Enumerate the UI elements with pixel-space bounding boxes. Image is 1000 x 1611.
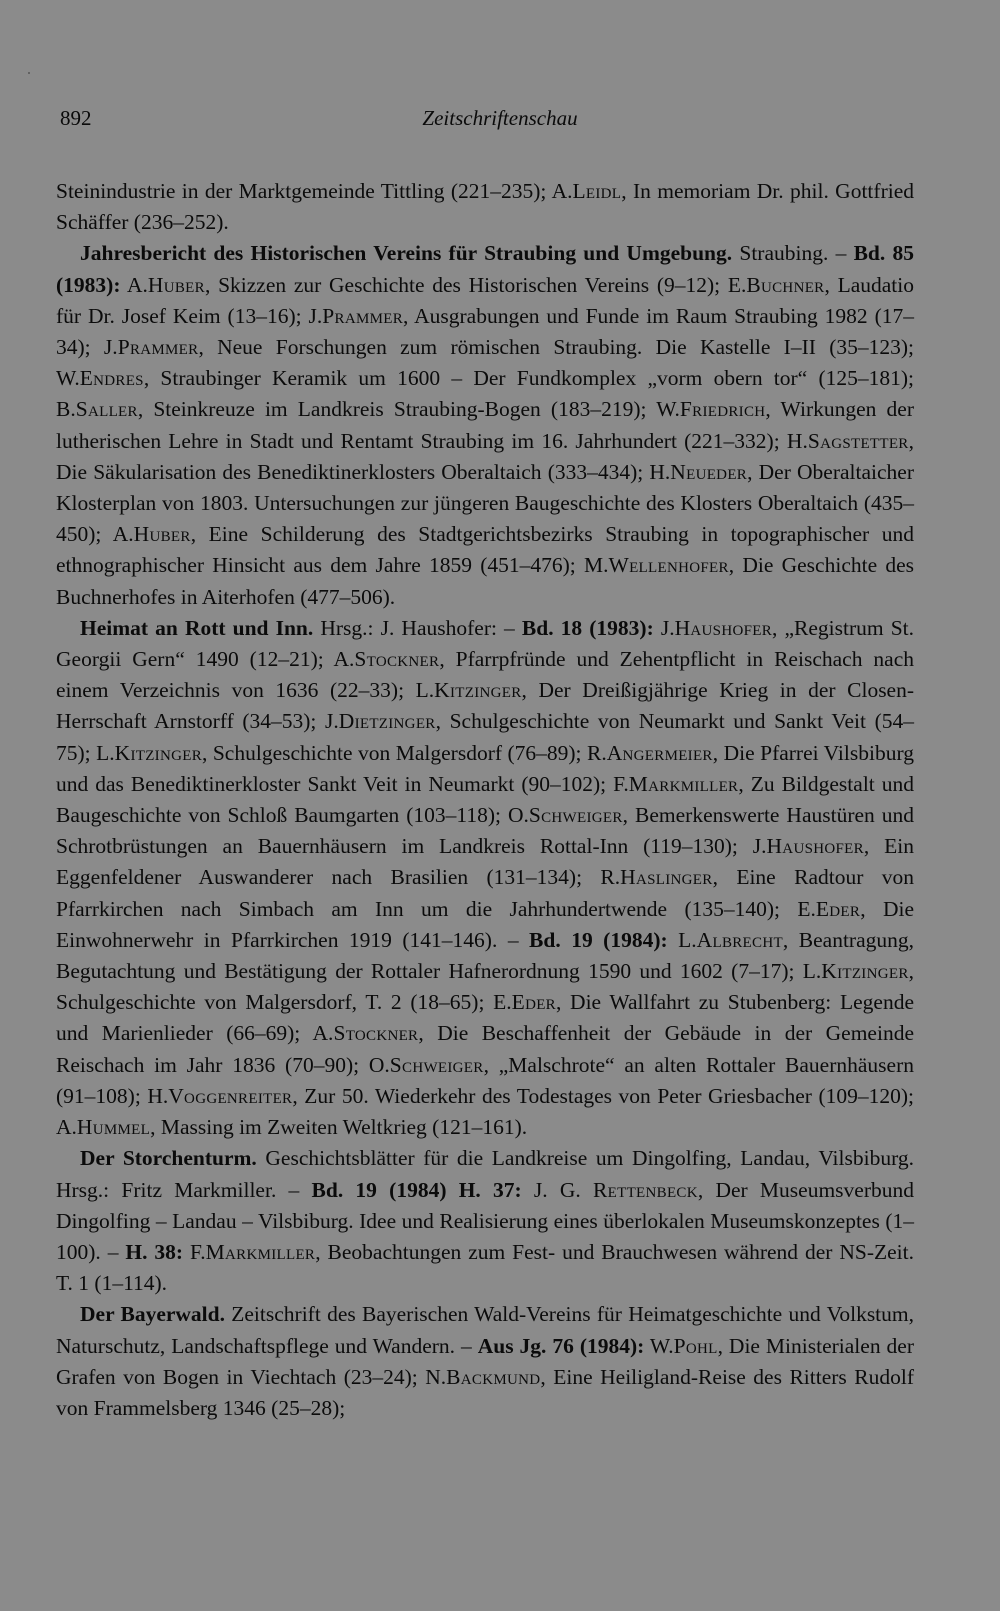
- author-name: Schweiger: [528, 803, 623, 828]
- entry-jahresbericht-straubing: Jahresbericht des Historischen Vereins für Straubing und Umgebung. Straubing. – Bd. 85 (1983): A.Huber, Skizzen zur Geschichte des Historischen Vereins (9–12); E.Buchner, Laudatio für Dr. Josef Keim (13–16); J.Prammer, Ausgrabungen und Funde im Raum Straubing 1982 (17–34); J.Prammer, Neue Forschungen zum römischen Straubing. Die Kastelle I–II (35–123); W.Endres, Straubinger Keramik um 1600 – Der Fundkomplex „vorm obern tor“ (125–181); B.Saller, Steinkreuze im Landkreis Straubing-Bogen (183–219); W.Friedrich, Wirkungen der lutherischen Lehre in Stadt und Rentamt Straubing im 16. Jahrhundert (221–332); H.Sagstetter, Die Säkularisation des Benediktinerklosters Oberaltaich (333–434); H.Neueder, Der Oberaltaicher Klosterplan von 1803. Untersuchungen zur jüngeren Baugeschichte des Klosters Oberaltaich (435–450); A.Huber, Eine Schilderung des Stadtgerichtsbezirks Straubing in topographischer und ethnographischer Hinsicht aus dem Jahre 1859 (451–476); M.Wellenhofer, Die Geschichte des Buchnerhofes in Aiterhofen (477–506).: [56, 241, 915, 609]
- body-text: [56, 176, 914, 1424]
- author-name: Backmund: [446, 1364, 541, 1389]
- author-name: Wellenhofer: [608, 553, 729, 578]
- author-name: Leidl: [572, 179, 622, 203]
- volume-label: Bd. 85 (1983):: [56, 241, 914, 297]
- author-name: Huber: [133, 522, 191, 547]
- author-name: Kitzinger: [821, 959, 909, 984]
- journal-title: Heimat an Rott und Inn.: [80, 615, 314, 640]
- page-number: 892: [60, 106, 92, 130]
- author-name: Albrecht: [696, 927, 783, 952]
- author-name: Stockner: [333, 1021, 419, 1046]
- author-name: Rettenbeck: [593, 1177, 698, 1202]
- author-name: Eder: [815, 896, 861, 921]
- author-name: Huber: [147, 272, 205, 297]
- journal-title: Der Storchenturm.: [80, 1146, 257, 1171]
- author-name: Haushofer: [766, 834, 864, 859]
- author-name: Markmiller: [628, 771, 739, 796]
- entry-heimat-an-rott-und-inn: Heimat an Rott und Inn. Hrsg.: J. Haushofer: – Bd. 18 (1983): J.Haushofer, „Registrum St. Georgii Gern“ 1490 (12–21); A.Stockner, Pfarrpfründe und Zehentpflicht in Reischach nach einem Verzeichnis von 1636 (22–33); L.Kitzinger, Der Dreißigjährige Krieg in der Closen-Herrschaft Arnstorff (34–53); J.Dietzinger, Schulgeschichte von Neumarkt und Sankt Veit (54–75); L.Kitzinger, Schulgeschichte von Malgersdorf (76–89); R.Angermeier, Die Pfarrei Vilsbiburg und das Benediktinerkloster Sankt Veit in Neumarkt (90–102); F.Markmiller, Zu Bildgestalt und Baugeschichte von Schloß Baumgarten (103–118); O.Schweiger, Bemerkenswerte Haustüren und Schrotbrüstungen an Bauernhäusern im Landkreis Rottal-Inn (119–130); J.Haushofer, Ein Eggenfeldener Auswanderer nach Brasilien (131–134); R.Haslinger, Eine Radtour von Pfarrkirchen nach Simbach am Inn um die Jahrhundertwende (135–140); E.Eder, Die Einwohnerwehr in Pfarrkirchen 1919 (141–146). – Bd. 19 (1984): L.Albrecht, Beantragung, Begutachtung und Bestätigung der Rottaler Hafnerordnung 1590 und 1602 (7–17); L.Kitzinger, Schulgeschichte von Malgersdorf, T. 2 (18–65); E.Eder, Die Wallfahrt zu Stubenberg: Legende und Marienlieder (66–69); A.Stockner, Die Beschaffenheit der Gebäude in der Gemeinde Reischach im Jahr 1836 (70–90); O.Schweiger, „Malschrote“ an alten Rottaler Bauernhäusern (91–108); H.Voggenreiter, Zur 50. Wiederkehr des Todestages von Peter Griesbacher (109–120); A.Hummel, Massing im Zweiten Weltkrieg (121–161).: [56, 615, 915, 1140]
- volume-label: Bd. 19 (1984):: [529, 927, 668, 952]
- author-name: Eder: [511, 990, 556, 1015]
- author-name: Saller: [75, 397, 138, 422]
- entry-der-bayerwald: Der Bayerwald. Zeitschrift des Bayerischen Wald-Vereins für Heimatgeschichte und Volkstum, Naturschutz, Landschaftspflege und Wandern. – Aus Jg. 76 (1984): W.Pohl, Die Ministerialen der Grafen von Bogen in Viechtach (23–24); N.Backmund, Eine Heiligland-Reise des Ritters Rudolf von Frammelsberg 1346 (25–28);: [56, 1302, 915, 1420]
- journal-title: Der Bayerwald.: [80, 1302, 225, 1327]
- paragraph-continuation: Steinindustrie in der Marktgemeinde Tittling (221–235); A.Leidl, In memoriam Dr. phil. Gottfried Schäffer (236–252).: [56, 179, 914, 235]
- entry-der-storchenturm: Der Storchenturm. Geschichtsblätter für die Landkreise um Dingolfing, Landau, Vilsbiburg. Hrsg.: Fritz Markmiller. – Bd. 19 (1984) H. 37: J. G. Rettenbeck, Der Museumsverbund Dingolfing – Landau – Vilsbiburg. Idee und Realisierung eines überlokalen Museumskonzeptes (1–100). – H. 38: F.Markmiller, Beobachtungen zum Fest- und Brauchwesen während der NS-Zeit. T. 1 (1–114).: [56, 1146, 914, 1296]
- author-name: Endres: [79, 366, 144, 391]
- author-name: Prammer: [117, 335, 199, 360]
- author-name: Prammer: [322, 303, 404, 328]
- author-name: Angermeier: [606, 740, 713, 765]
- author-name: Haslinger: [620, 865, 713, 890]
- author-name: Neueder: [670, 459, 748, 484]
- author-name: Markmiller: [205, 1239, 316, 1264]
- author-name: Haushofer: [674, 615, 773, 640]
- journal-title: Jahresbericht des Historischen Vereins für Straubing und Umgebung.: [80, 241, 733, 266]
- author-name: Sagstetter: [807, 428, 909, 453]
- volume-label: Aus Jg. 76 (1984):: [477, 1333, 645, 1358]
- volume-label: Bd. 19 (1984) H. 37:: [311, 1177, 522, 1202]
- volume-label: H. 38:: [125, 1239, 184, 1264]
- author-name: Hummel: [76, 1115, 151, 1140]
- running-title: Zeitschriftenschau: [422, 106, 578, 130]
- author-name: Voggenreiter: [168, 1083, 293, 1108]
- author-name: Buchner: [746, 272, 825, 297]
- author-name: Pohl: [673, 1333, 718, 1358]
- author-name: Dietzinger: [338, 709, 436, 734]
- author-name: Kitzinger: [114, 740, 202, 765]
- author-name: Schweiger: [389, 1052, 484, 1077]
- author-name: Kitzinger: [434, 678, 522, 703]
- scan-speck: [28, 72, 30, 74]
- volume-label: Bd. 18 (1983):: [521, 615, 654, 640]
- author-name: Stockner: [354, 647, 440, 672]
- page-header: [60, 106, 940, 136]
- author-name: Friedrich: [679, 397, 766, 422]
